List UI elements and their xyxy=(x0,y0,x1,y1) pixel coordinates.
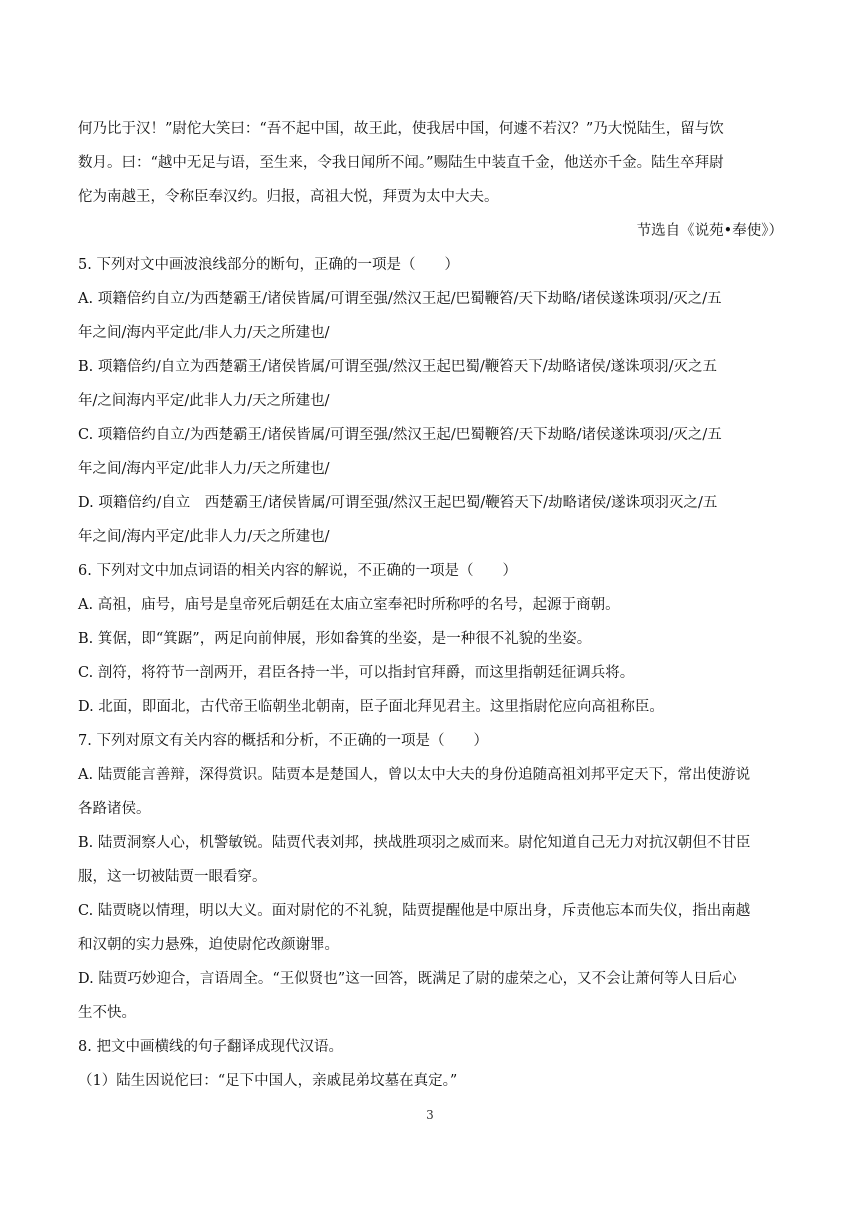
passage-line: 数月。曰：“越中无足与语，至生来，令我日闻所不闻。”赐陆生中装直千金，他送亦千金。陆生卒拜尉 xyxy=(78,155,724,171)
passage xyxy=(78,112,783,214)
option-line: C. 项籍倍约自立/为西楚霸王/诸侯皆属/可谓至强/然汉王起/巴蜀鞭笞/天下劫略/诸侯遂诛项羽/灭之/五 xyxy=(78,427,722,443)
option-line: 各路诸侯。 xyxy=(78,801,151,817)
page-number: 3 xyxy=(426,1108,434,1122)
option-line: A. 陆贾能言善辩，深得赏识。陆贾本是楚国人，曾以太中大夫的身份追随高祖刘邦平定天下，常出使游说 xyxy=(78,767,751,783)
passage-line: 佗为南越王，令称臣奉汉约。归报，高祖大悦，拜贾为太中大夫。 xyxy=(78,189,499,205)
option-line: 年之间/海内平定/此非人力/天之所建也/ xyxy=(78,461,330,477)
option-line: 生不快。 xyxy=(78,1005,136,1021)
question-8-stem: 8. 把文中画横线的句子翻译成现代汉语。 xyxy=(78,1039,343,1055)
option-line: A. 高祖，庙号，庙号是皇帝死后朝廷在太庙立室奉祀时所称呼的名号，起源于商朝。 xyxy=(78,597,620,613)
option-line: B. 陆贾洞察人心，机警敏锐。陆贾代表刘邦，挟战胜项羽之威而来。尉佗知道自己无力对抗汉朝但不甘臣 xyxy=(78,835,751,851)
option-line: 和汉朝的实力悬殊，迫使尉佗改颜谢罪。 xyxy=(78,937,339,953)
option-line: D. 项籍倍约/自立 西楚霸王/诸侯皆属/可谓至强/然汉王起巴蜀/鞭笞天下/劫略诸侯/遂诛项羽灭之/五 xyxy=(78,495,718,511)
document-page xyxy=(78,112,783,1098)
option-line: 年/之间海内平定/此非人力/天之所建也/ xyxy=(78,393,330,409)
option-line: C. 陆贾晓以情理，明以大义。面对尉佗的不礼貌，陆贾提醒他是中原出身，斥责他忘本而失仪，指出南越 xyxy=(78,903,751,919)
option-line: 年之间/海内平定此/非人力/天之所建也/ xyxy=(78,325,330,341)
question-5-stem: 5. 下列对文中画波浪线部分的断句，正确的一项是（ ） xyxy=(78,257,459,273)
option-line: B. 箕倨，即“箕踞”，两足向前伸展，形如畚箕的坐姿，是一种很不礼貌的坐姿。 xyxy=(78,631,592,647)
passage-line: 何乃比于汉！”尉佗大笑曰：“吾不起中国，故王此，使我居中国，何遽不若汉？”乃大悦陆生，留与饮 xyxy=(78,121,724,137)
question-7-stem: 7. 下列对原文有关内容的概括和分析，不正确的一项是（ ） xyxy=(78,733,488,749)
option-line: C. 剖符，将符节一剖两开，君臣各持一半，可以指封官拜爵，而这里指朝廷征调兵将。 xyxy=(78,665,635,681)
option-line: D. 陆贾巧妙迎合，言语周全。“王似贤也”这一回答，既满足了尉的虚荣之心，又不会让萧何等人日后心 xyxy=(78,971,737,987)
questions xyxy=(78,248,783,1098)
option-line: D. 北面，即面北，古代帝王临朝坐北朝南，臣子面北拜见君主。这里指尉佗应向高祖称臣。 xyxy=(78,699,664,715)
option-line: A. 项籍倍约自立/为西楚霸王/诸侯皆属/可谓至强/然汉王起/巴蜀鞭笞/天下劫略/诸侯遂诛项羽/灭之/五 xyxy=(78,291,722,307)
option-line: B. 项籍倍约/自立为西楚霸王/诸侯皆属/可谓至强/然汉王起巴蜀/鞭笞天下/劫略诸侯/遂诛项羽/灭之五 xyxy=(78,359,717,375)
option-line: 年之间/海内平定/此非人力/天之所建也/ xyxy=(78,529,330,545)
option-line: 服，这一切被陆贾一眼看穿。 xyxy=(78,869,267,885)
translation-item: （1）陆生因说佗曰：“足下中国人，亲戚昆弟坟墓在真定。” xyxy=(78,1073,458,1089)
source-citation: 节选自《说苑•奉使》） xyxy=(636,223,783,239)
question-6-stem: 6. 下列对文中加点词语的相关内容的解说，不正确的一项是（ ） xyxy=(78,563,517,579)
